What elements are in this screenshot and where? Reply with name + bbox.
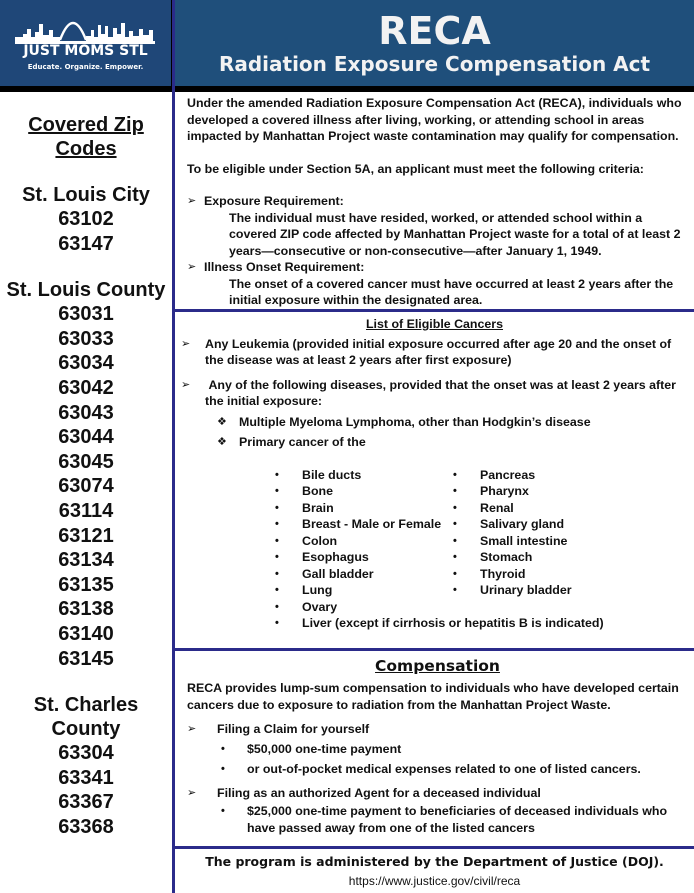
compensation-section xyxy=(175,655,694,836)
option-bullet xyxy=(217,803,688,836)
zip-code: 63045 xyxy=(58,450,114,473)
criterion-text: The onset of a covered cancer must have occurred at least 2 years after the initial exposure within the designated area. xyxy=(229,276,674,307)
compensation-content xyxy=(175,655,694,836)
cancer-site-label: Ovary xyxy=(302,599,338,614)
zip-group-st-louis-county xyxy=(0,278,172,671)
criteria-list xyxy=(187,193,688,309)
cancer-site xyxy=(453,566,660,583)
cancer-site-label: Small intestine xyxy=(480,533,568,548)
cancer-site xyxy=(275,467,453,484)
doj-administration-note: The program is administered by the Department of Justice (DOJ). xyxy=(205,854,664,869)
cancer-site xyxy=(453,549,660,566)
cancer-site xyxy=(275,533,453,550)
arrow-bullet-icon: ➢ xyxy=(187,195,197,207)
cancer-item-leukemia xyxy=(181,336,688,369)
bullet-icon: • xyxy=(275,617,279,629)
cancer-site xyxy=(275,483,453,500)
arrow-bullet-icon: ➢ xyxy=(187,261,197,273)
zip-code: 63140 xyxy=(58,622,114,645)
zip-code: 63138 xyxy=(58,598,114,621)
cancer-site-label: Bile ducts xyxy=(302,467,362,482)
option-bullet-text: or out-of-pocket medical expenses related to one of listed cancers. xyxy=(247,762,641,776)
cancer-site-label: Thyroid xyxy=(480,566,526,581)
just-moms-stl-logo xyxy=(0,0,171,86)
zip-code: 63367 xyxy=(58,791,114,814)
cancers-content xyxy=(175,316,694,632)
intro-section xyxy=(175,92,694,309)
primary-cancer-list xyxy=(181,467,688,632)
zip-code: 63042 xyxy=(58,376,114,399)
option-self-claim xyxy=(187,721,688,738)
cancer-site-liver xyxy=(275,615,688,632)
bullet-icon: • xyxy=(453,534,457,547)
page-subtitle: Radiation Exposure Compensation Act xyxy=(218,52,651,76)
bullet-icon: • xyxy=(275,551,279,563)
zip-code: 63114 xyxy=(58,499,114,522)
cancer-site-label: Gall bladder xyxy=(302,566,374,581)
bullet-icon: • xyxy=(275,584,279,596)
sub-item-primary-cancer xyxy=(181,434,688,451)
option-bullet-text: $25,000 one-time payment to beneficiaries of deceased individuals who have passed away from one of the listed cancers xyxy=(247,804,668,835)
compensation-intro: RECA provides lump-sum compensation to individuals who have developed certain cancers due to exposure to radiation from the Manhattan Project Waste. xyxy=(187,681,679,712)
bullet-icon: • xyxy=(275,534,279,547)
criterion-illness-onset xyxy=(187,259,688,276)
bullet-icon: • xyxy=(275,567,279,580)
criteria-lead: To be eligible under Section 5A, an applicant must meet the following criteria: xyxy=(187,161,644,176)
bullet-icon: • xyxy=(275,518,279,530)
bullet-icon: • xyxy=(221,805,225,817)
cancer-site xyxy=(275,582,453,599)
option-agent-claim xyxy=(187,785,688,802)
st-louis-skyline-arch-icon xyxy=(15,10,155,44)
cancer-site xyxy=(453,467,660,484)
cancer-site-label: Lung xyxy=(302,583,333,597)
option-title: Filing a Claim for yourself xyxy=(217,722,370,736)
main-content xyxy=(175,92,694,309)
zip-group-title: St. Louis County xyxy=(6,279,166,302)
bullet-icon: • xyxy=(453,584,457,596)
zip-code: 63074 xyxy=(58,475,114,498)
zip-code: 63368 xyxy=(58,815,114,838)
covered-zip-codes-sidebar xyxy=(0,92,172,893)
bullet-icon: • xyxy=(221,742,225,755)
cancer-item-text: Any of the following diseases, provided that the onset was at least 2 years after the initial exposure: xyxy=(205,377,680,408)
cancer-site xyxy=(453,483,660,500)
cancer-site-label: Breast - Male or Female xyxy=(302,517,442,531)
cancer-site xyxy=(453,533,660,550)
zip-code: 63135 xyxy=(58,573,114,596)
option-bullet xyxy=(217,741,688,758)
diamond-bullet-icon: ❖ xyxy=(217,436,227,448)
section-divider xyxy=(175,309,694,312)
zip-group-title: St. Louis City xyxy=(22,184,150,206)
cancer-site xyxy=(275,549,453,566)
bullet-icon: • xyxy=(453,501,457,514)
zip-code: 63147 xyxy=(58,232,114,255)
sub-item-text: Primary cancer of the xyxy=(239,435,366,449)
arrow-bullet-icon: ➢ xyxy=(181,378,191,391)
arrow-bullet-icon: ➢ xyxy=(187,786,197,799)
reca-url-link[interactable]: https://www.justice.gov/civil/reca xyxy=(348,874,521,888)
cancer-site-label: Bone xyxy=(302,484,333,498)
zip-code: 63043 xyxy=(58,401,114,424)
cancer-site-label: Liver (except if cirrhosis or hepatitis B is indicated) xyxy=(302,616,604,630)
title-banner xyxy=(175,0,694,86)
cancer-site xyxy=(453,500,660,517)
diamond-bullet-icon: ❖ xyxy=(217,415,227,428)
sidebar-heading: Covered Zip Codes xyxy=(28,114,144,160)
page-title: RECA xyxy=(378,9,491,53)
primary-cancer-column-right xyxy=(453,467,660,616)
bullet-icon: • xyxy=(453,468,457,481)
option-title: Filing as an authorized Agent for a deceased individual xyxy=(217,785,541,800)
cancer-site-label: Brain xyxy=(302,500,334,515)
criterion-title: Illness Onset Requirement: xyxy=(204,260,365,274)
cancer-site-label: Pharynx xyxy=(480,484,529,498)
zip-code: 63033 xyxy=(58,327,114,350)
zip-code: 63044 xyxy=(58,426,114,449)
bullet-icon: • xyxy=(221,763,225,775)
bullet-icon: • xyxy=(453,567,457,580)
cancer-site xyxy=(275,599,453,616)
zip-code: 63304 xyxy=(58,742,114,765)
bullet-icon: • xyxy=(453,485,457,497)
intro-paragraph: Under the amended Radiation Exposure Compensation Act (RECA), individuals who developed a covered illness after living, working, or attending school in areas impacted by Manhattan Project waste contamination may qualify for compensation. xyxy=(187,96,682,143)
zip-code: 63121 xyxy=(58,524,114,547)
zip-code: 63134 xyxy=(58,549,114,572)
zip-group-st-charles-county xyxy=(26,693,146,839)
cancer-item-text: Any Leukemia (provided initial exposure occurred after age 20 and the onset of the disease was at least 2 years after first exposure) xyxy=(205,336,672,367)
cancer-site xyxy=(275,566,453,583)
cancer-site xyxy=(275,500,453,517)
cancers-heading: List of Eligible Cancers xyxy=(365,317,504,331)
cancer-site-label: Stomach xyxy=(480,550,533,564)
bullet-icon: • xyxy=(275,600,279,613)
page-header xyxy=(0,0,694,92)
arrow-bullet-icon: ➢ xyxy=(181,337,191,350)
zip-code: 63034 xyxy=(58,352,114,375)
option-bullet-text: $50,000 one-time payment xyxy=(247,741,402,756)
zip-group-st-louis-city xyxy=(0,183,172,256)
cancer-site xyxy=(453,516,660,533)
criterion-text: The individual must have resided, worked, or attended school within a covered ZIP code affected by Manhattan Project waste for a total of at least 2 years—consecutive or non-consecutive—after January 1, 1949. xyxy=(229,210,681,258)
cancer-site xyxy=(453,582,660,599)
zip-code: 63031 xyxy=(58,303,114,326)
section-divider xyxy=(175,648,694,651)
cancer-site-label: Urinary bladder xyxy=(480,583,572,597)
zip-group-title: St. Charles County xyxy=(33,694,139,741)
cancer-site xyxy=(275,516,453,533)
zip-code: 63145 xyxy=(58,647,114,670)
eligible-cancers-section xyxy=(175,316,694,632)
bullet-icon: • xyxy=(453,551,457,563)
cancer-item-other-diseases xyxy=(181,377,688,410)
zip-code: 63102 xyxy=(58,208,114,230)
cancer-site-label: Renal xyxy=(480,500,514,515)
arrow-bullet-icon: ➢ xyxy=(187,723,197,735)
sub-item-text: Multiple Myeloma Lymphoma, other than Hodgkin’s disease xyxy=(239,414,591,429)
bullet-icon: • xyxy=(275,468,279,481)
bullet-icon: • xyxy=(275,485,279,497)
criterion-title: Exposure Requirement: xyxy=(204,194,344,208)
cancer-site-label: Esophagus xyxy=(302,550,369,564)
sub-item-myeloma xyxy=(181,414,688,431)
option-bullet xyxy=(217,761,688,778)
primary-cancer-columns xyxy=(275,467,688,616)
cancer-site-label: Colon xyxy=(302,533,338,548)
zip-code: 63341 xyxy=(58,766,114,789)
bullet-icon: • xyxy=(275,501,279,514)
cancer-site-label: Salivary gland xyxy=(480,517,565,531)
logo-name: JUST MOMS STL xyxy=(23,43,148,59)
cancer-site-label: Pancreas xyxy=(480,467,536,482)
compensation-heading: Compensation xyxy=(375,657,500,675)
bullet-icon: • xyxy=(453,518,457,530)
logo-tagline: Educate. Organize. Empower. xyxy=(27,63,144,71)
section-divider xyxy=(175,846,694,849)
criterion-exposure xyxy=(187,193,688,210)
primary-cancer-column-left xyxy=(275,467,453,616)
